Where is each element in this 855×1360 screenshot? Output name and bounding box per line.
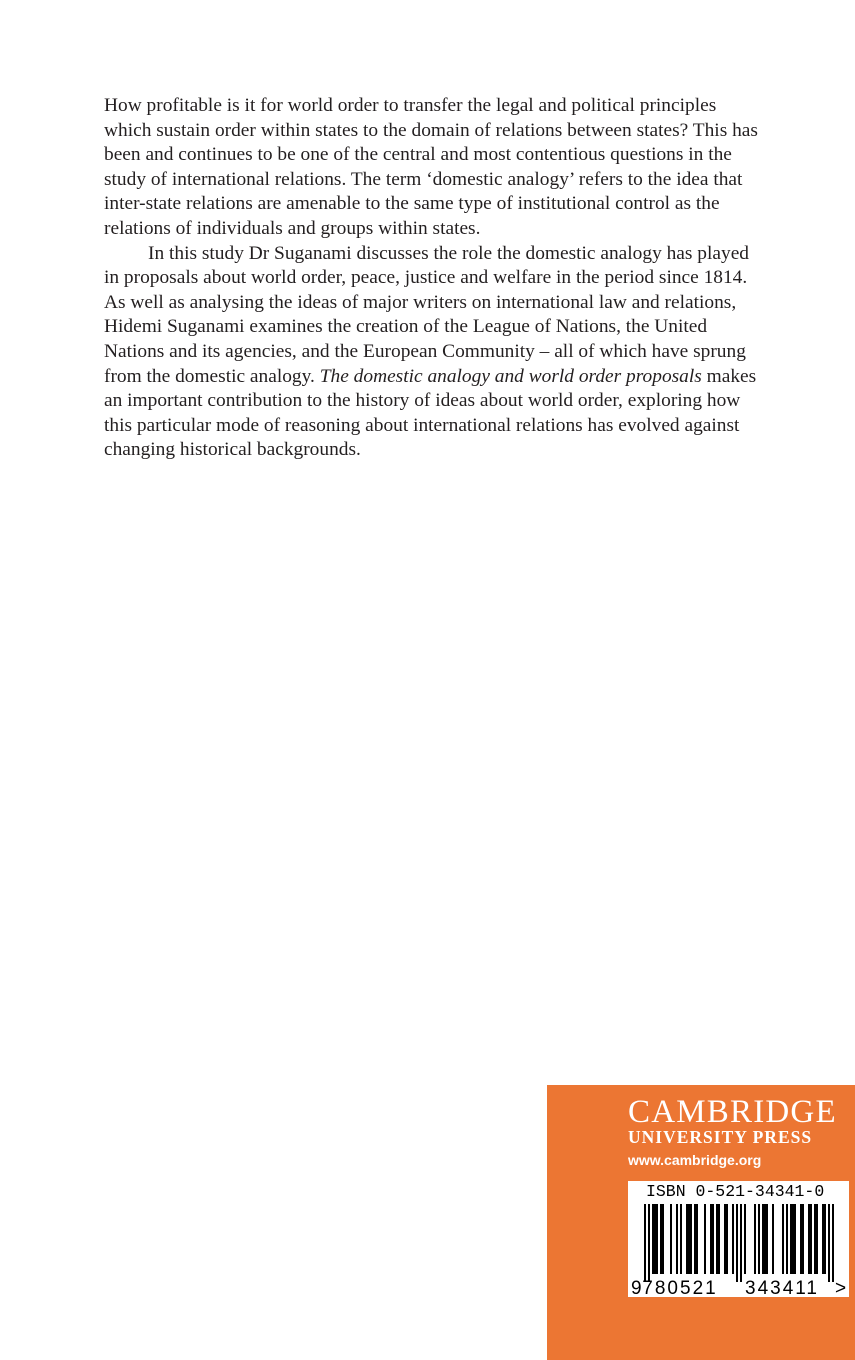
barcode-bar [716,1204,718,1274]
isbn-barcode [628,1181,849,1297]
barcode-bar [736,1204,738,1282]
barcode-bar [816,1204,818,1274]
barcode-bar [686,1204,688,1274]
blurb-paragraph-2-text-a: In this study Dr Suganami discusses the role the domestic analogy has played in proposals about world order, peace, justice and welfare in the period since 1814. As well as analysing the ideas of major writers on international law and relations, Hidemi Suganami examines the creation of the League of Nations, the United Nations and its agencies, and the European Community – all of which have sprung from the domestic analogy. [104,242,749,387]
barcode-bar [688,1204,690,1274]
barcode-bar [790,1204,792,1274]
barcode-bar [660,1204,662,1274]
blurb-paragraph-2 [104,242,759,463]
barcode-bar [810,1204,812,1274]
publisher-website: www.cambridge.org [628,1152,762,1168]
barcode-bar [726,1204,728,1274]
barcode-first-digit: 9 [631,1278,642,1297]
barcode-bar [718,1204,720,1274]
barcode-bar [744,1204,746,1274]
publisher-name-cambridge: CAMBRIDGE [628,1094,837,1130]
barcode-bar [696,1204,698,1274]
barcode-bar [656,1204,658,1274]
barcode-bar [644,1204,646,1282]
barcode-right-digits: 343411 [745,1278,819,1297]
barcode-bar [814,1204,816,1274]
barcode-bar [824,1204,826,1274]
blurb-paragraph-1: How profitable is it for world order to transfer the legal and political principles which sustain order within states to the domain of relations between states? This has been and continues to be one of the central and most contentious questions in the study of international relations. The term ‘domestic analogy’ refers to the idea that inter-state relations are amenable to the same type of institutional control as the relations of individuals and groups within states. [104,95,758,239]
barcode-bar [792,1204,794,1274]
barcode-bar [832,1204,834,1282]
barcode-bar [724,1204,726,1274]
barcode-bars [644,1204,834,1282]
barcode-bar [808,1204,810,1274]
barcode-bar [762,1204,764,1274]
barcode-bar [740,1204,742,1282]
barcode-bar [694,1204,696,1274]
barcode-bar [704,1204,706,1274]
barcode-bar [786,1204,788,1274]
barcode-bar [758,1204,760,1274]
barcode-bar [654,1204,656,1274]
barcode-bar [676,1204,678,1274]
barcode-bar [732,1204,734,1274]
barcode-bar [712,1204,714,1274]
blurb-paragraph-2-text-b: makes an important contribution to the history of ideas about world order, exploring how this particular mode of reasoning about international relations has evolved against changing historical backgrounds. [104,365,757,461]
barcode-bar [800,1204,802,1274]
barcode-bar [828,1204,830,1282]
barcode-bar [680,1204,682,1274]
barcode-bar [802,1204,804,1274]
isbn-label: ISBN 0-521-34341-0 [646,1182,825,1201]
barcode-bar [662,1204,664,1274]
barcode-bar [794,1204,796,1274]
barcode-bar [766,1204,768,1274]
barcode-graphic [628,1181,849,1297]
barcode-left-digits: 780521 [642,1278,718,1297]
barcode-bar [648,1204,650,1282]
barcode-bar [772,1204,774,1274]
barcode-quiet-zone-marker: > [835,1278,847,1297]
barcode-bar [652,1204,654,1274]
publisher-panel [547,1085,855,1360]
barcode-bar [710,1204,712,1274]
barcode-bar [670,1204,672,1274]
barcode-bar [782,1204,784,1274]
book-title-italic: The domestic analogy and world order proposals [319,365,702,387]
back-cover-blurb [104,94,759,463]
barcode-bar [754,1204,756,1274]
barcode-bar [690,1204,692,1274]
publisher-name-university-press: UNIVERSITY PRESS [628,1127,813,1147]
barcode-bar [764,1204,766,1274]
barcode-bar [822,1204,824,1274]
